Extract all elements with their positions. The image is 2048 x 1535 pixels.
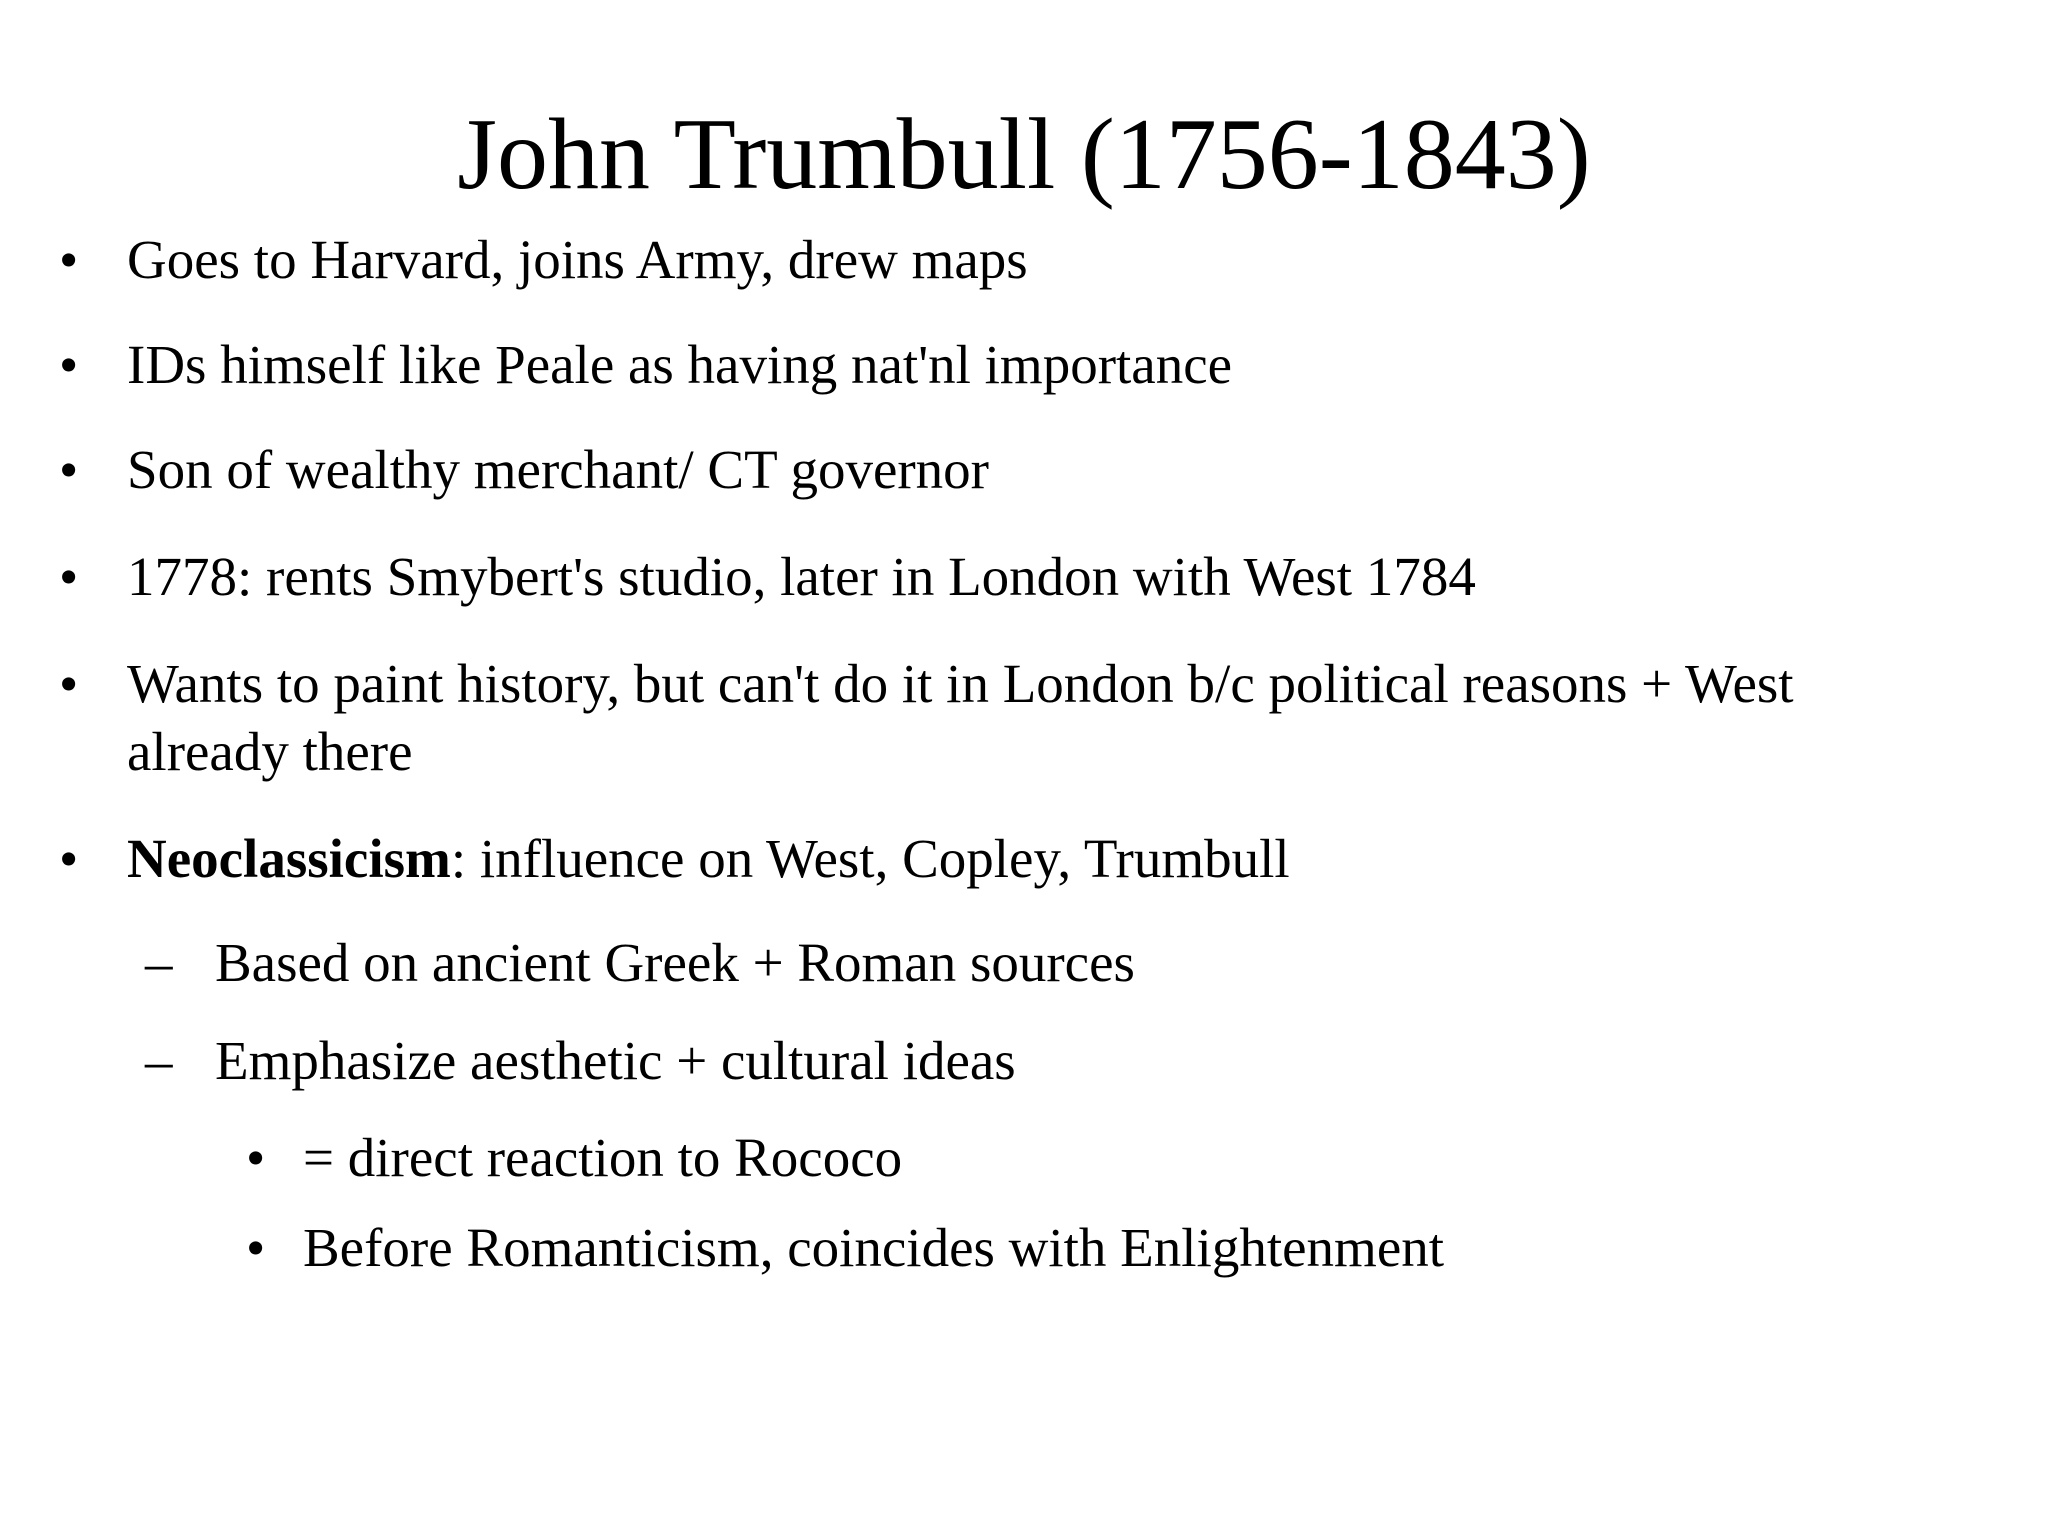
sub-sub-bullet-text: Before Romanticism, coincides with Enlightenment <box>303 1217 1445 1278</box>
dash-icon: – <box>145 1030 173 1091</box>
slide-title: John Trumbull (1756-1843) <box>457 98 1591 211</box>
bullet-term: Neoclassicism <box>127 828 451 889</box>
bullet-text-line-1: Wants to paint history, but can't do it in London b/c political reasons + West <box>127 653 1794 714</box>
sub-sub-bullet-text: = direct reaction to Rococo <box>303 1127 903 1188</box>
sub-bullet-item <box>145 929 1135 997</box>
bullet-dot-icon: • <box>59 334 79 395</box>
bullet-item <box>59 331 1233 399</box>
bullet-dot-icon: • <box>246 1217 266 1278</box>
dash-icon: – <box>145 932 173 993</box>
bullet-item <box>59 543 1476 611</box>
bullet-item <box>59 226 1028 294</box>
bullet-text: IDs himself like Peale as having nat'nl importance <box>127 334 1233 395</box>
bullet-dot-icon: • <box>246 1127 266 1188</box>
sub-bullet-text: Based on ancient Greek + Roman sources <box>215 932 1135 993</box>
bullet-item <box>59 650 1794 718</box>
sub-bullet-item <box>145 1027 1016 1095</box>
bullet-text-line-2: already there <box>127 721 413 782</box>
bullet-item <box>59 436 989 504</box>
bullet-dot-icon: • <box>59 828 79 889</box>
sub-bullet-text: Emphasize aesthetic + cultural ideas <box>215 1030 1016 1091</box>
bullet-continuation <box>127 718 413 786</box>
sub-sub-bullet-item <box>246 1214 1445 1282</box>
sub-sub-bullet-item <box>246 1124 903 1192</box>
bullet-dot-icon: • <box>59 439 79 500</box>
bullet-text: : influence on West, Copley, Trumbull <box>450 828 1290 889</box>
bullet-text: Goes to Harvard, joins Army, drew maps <box>127 229 1028 290</box>
bullet-dot-icon: • <box>59 546 79 607</box>
bullet-dot-icon: • <box>59 653 79 714</box>
bullet-item <box>59 825 1290 893</box>
bullet-text: Son of wealthy merchant/ CT governor <box>127 439 989 500</box>
bullet-dot-icon: • <box>59 229 79 290</box>
bullet-text: 1778: rents Smybert's studio, later in London with West 1784 <box>127 546 1476 607</box>
